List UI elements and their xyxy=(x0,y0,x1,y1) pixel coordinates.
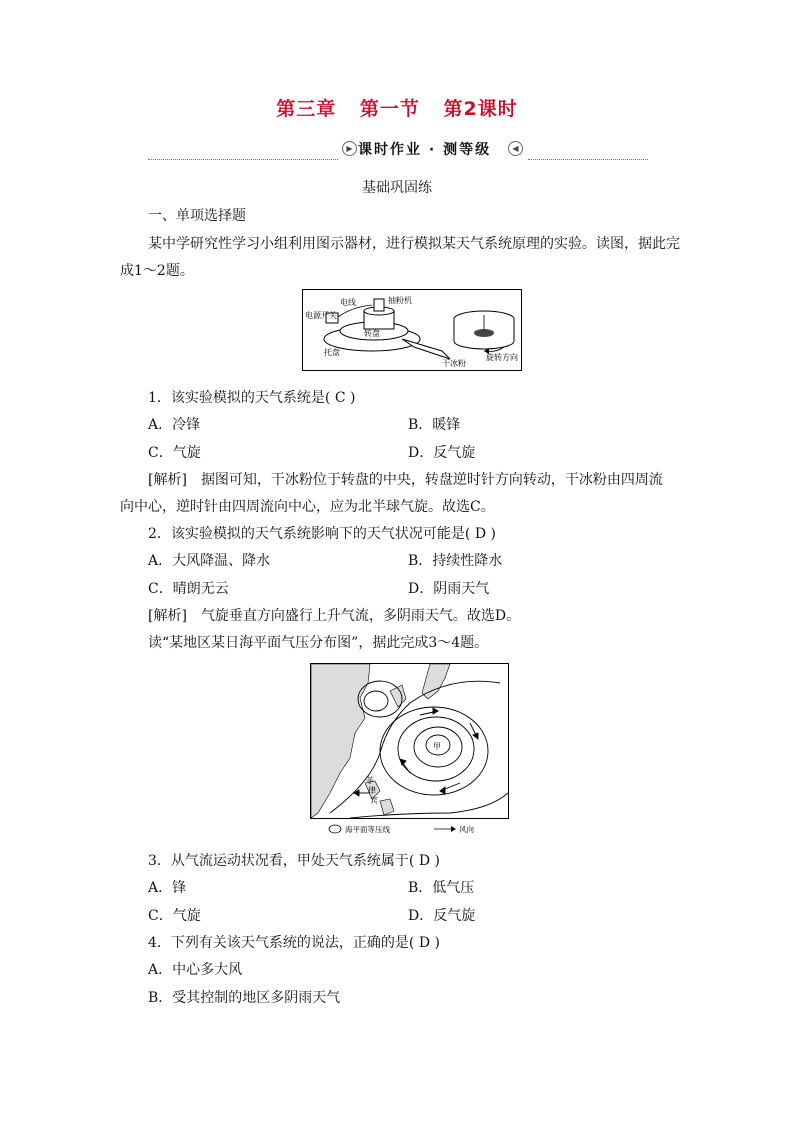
q2-explanation xyxy=(148,605,520,625)
explanation-text: 气旋垂直方向盛行上升气流，多阴雨天气。故选D。 xyxy=(200,608,521,624)
legend-isobar-icon xyxy=(329,825,341,833)
chevron-left-icon: ◀ xyxy=(508,141,523,156)
label-place-1: 菲 xyxy=(366,776,374,785)
label-wire: 电线 xyxy=(340,298,356,307)
q2-stem: 2．该实验模拟的天气系统影响下的天气状况可能是( D ) xyxy=(148,526,496,542)
q1-stem: 1．该实验模拟的天气系统是( C ) xyxy=(148,390,356,406)
label-tray: 托盘 xyxy=(324,348,340,357)
explanation-text: 据图可知，干冰粉位于转盘的中央，转盘逆时针方向转动，干冰粉由四周流 xyxy=(200,472,663,488)
section-heading: 一、单项选择题 xyxy=(148,208,246,224)
q1-explanation-line-1 xyxy=(148,469,663,489)
section-banner xyxy=(148,138,648,160)
q1-option-d: D．反气旋 xyxy=(408,445,476,461)
banner-label: 课时作业 · 测等级 xyxy=(358,142,492,158)
q3-option-c: C．气旋 xyxy=(148,908,201,924)
q3-option-b: B．低气压 xyxy=(408,880,475,896)
q3-option-d: D．反气旋 xyxy=(408,908,476,924)
label-place-3: 宾 xyxy=(370,796,378,805)
q1-option-b: B．暖锋 xyxy=(408,417,461,433)
banner-divider-left xyxy=(148,159,338,160)
pressure-map-figure xyxy=(310,663,509,836)
label-place-2: 律 xyxy=(368,786,376,795)
q3-stem: 3．从气流运动状况看，甲处天气系统属于( D ) xyxy=(148,853,440,869)
intro-text-line-1: 某中学研究性学习小组利用图示器材，进行模拟某天气系统原理的实验。读图，据此完 xyxy=(148,236,680,252)
label-rotation: 旋转方向 xyxy=(486,353,518,362)
q4-stem: 4．下列有关该天气系统的说法，正确的是( D ) xyxy=(148,935,440,951)
label-turntable: 转盘 xyxy=(364,329,380,338)
label-power-switch: 电源开关 xyxy=(305,311,337,320)
dry-ice-shape xyxy=(474,329,494,337)
legend-wind-label: 风向 xyxy=(459,825,474,834)
intro-text-2: 读“某地区某日海平面气压分布图”，据此完成3～4题。 xyxy=(148,635,489,651)
legend-isobar-label: 海平面等压线 xyxy=(345,825,390,834)
subtitle: 基础巩固练 xyxy=(362,180,432,196)
q1-option-a: A．冷锋 xyxy=(148,417,201,433)
title-section: 第一节 xyxy=(359,98,420,120)
label-dry-ice: 干冰粉 xyxy=(442,359,466,368)
explanation-tag: [解析] xyxy=(148,608,187,624)
page-title xyxy=(0,94,794,121)
q4-option-b: B．受其控制的地区多阴雨天气 xyxy=(148,990,341,1006)
q2-option-d: D．阴雨天气 xyxy=(408,581,490,597)
explanation-tag: [解析] xyxy=(148,472,187,488)
q2-option-a: A．大风降温、降水 xyxy=(148,553,271,569)
label-center: 甲 xyxy=(433,742,441,751)
q1-explanation-line-2: 向中心，逆时针由四周流向中心，应为北半球气旋。故选C。 xyxy=(120,499,495,515)
q3-option-a: A．锋 xyxy=(148,880,187,896)
title-lesson: 第2课时 xyxy=(443,98,518,120)
banner-divider-right xyxy=(528,159,648,160)
q4-option-a: A．中心多大风 xyxy=(148,962,243,978)
q2-option-b: B．持续性降水 xyxy=(408,553,503,569)
intro-text-line-2: 成1～2题。 xyxy=(120,263,194,279)
q1-option-c: C．气旋 xyxy=(148,445,201,461)
experiment-apparatus-figure xyxy=(302,289,522,371)
label-pump: 抽粉机 xyxy=(388,296,412,305)
q2-option-c: C．晴朗无云 xyxy=(148,581,229,597)
chevron-right-icon: ▶ xyxy=(342,141,357,156)
title-chapter: 第三章 xyxy=(276,98,337,120)
